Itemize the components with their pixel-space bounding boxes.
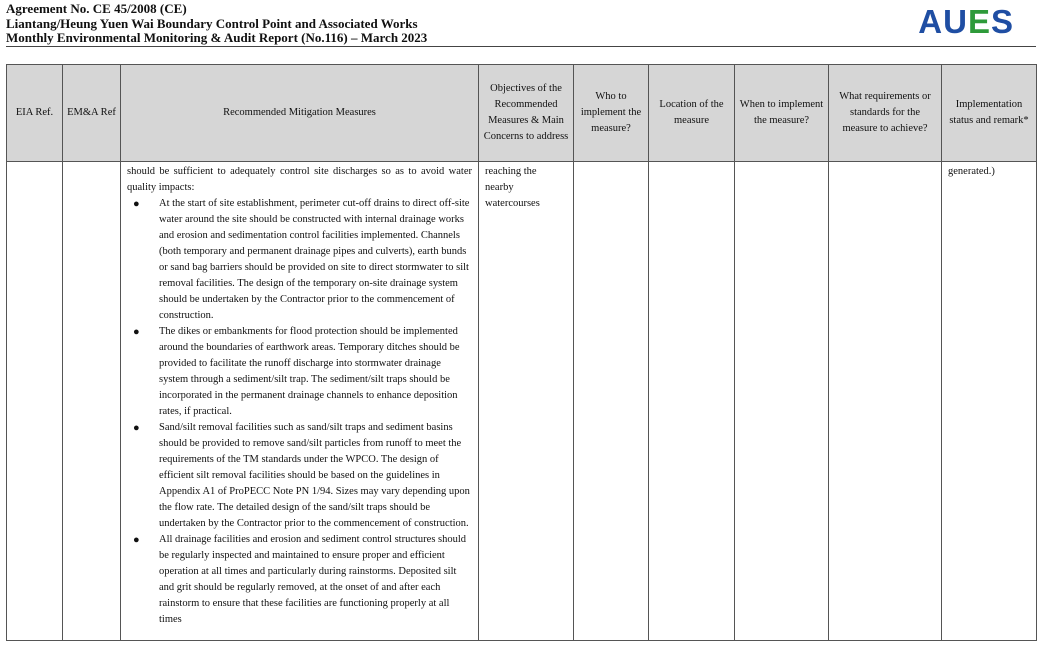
measure-text: All drainage facilities and erosion and sediment control structures should be regularly inspected and maintained to ensure proper and efficient operation at all times and particularly during rainstorms. Deposited silt and grit should be regularly removed, at the onset of and after each rainstorm to ensure that these facilities are functioning properly at all times [159, 534, 467, 625]
table-header-row [7, 65, 1037, 162]
list-item [127, 196, 472, 324]
measure-text: The dikes or embankments for flood protection should be implemented around the boundaries of earthwork areas. Temporary ditches should be provided to facilitate the runoff discharge into stormwater drainage system through a sediment/silt trap. The sediment/silt traps should be incorporated in the permanent drainage channels to enhance deposition rates, if practical. [159, 326, 460, 417]
cell-implementation-status [942, 162, 1037, 641]
col-header-ema-ref: EM&A Ref [63, 65, 121, 162]
cell-objectives [479, 162, 574, 641]
col-header-requirements: What requirements or standards for the measure to achieve? [829, 65, 942, 162]
col-header-objectives: Objectives of the Recommended Measures & Main Concerns to address [479, 65, 574, 162]
table-row [7, 162, 1037, 641]
col-header-eia-ref: EIA Ref. [7, 65, 63, 162]
cell-who [574, 162, 649, 641]
mitigation-measures-table [6, 64, 1037, 641]
cell-eia-ref [7, 162, 63, 641]
measure-text: At the start of site establishment, perimeter cut-off drains to direct off-site water around the site should be constructed with internal drainage works and erosion and sedimentation control facilities implemented. Channels (both temporary and permanent drainage pipes and culverts), earth bunds or sand bag barriers should be provided on site to direct stormwater to silt removal facilities. The design of the temporary on-site drainage system should be undertaken by the Contractor prior to the commencement of construction. [159, 198, 470, 321]
report-title: Monthly Environmental Monitoring & Audit Report (No.116) – March 2023 [6, 30, 428, 45]
header-text-block [6, 2, 427, 46]
col-header-mitigation-measures: Recommended Mitigation Measures [121, 65, 479, 162]
list-item [127, 420, 472, 532]
header-divider [6, 46, 1036, 47]
bullet-icon: ● [133, 422, 140, 434]
logo-letter: A [918, 3, 944, 40]
cell-requirements [829, 162, 942, 641]
logo-letter: U [943, 3, 968, 40]
col-header-location: Location of the measure [649, 65, 735, 162]
bullet-icon: ● [133, 198, 140, 210]
col-header-who: Who to implement the measure? [574, 65, 649, 162]
col-header-implementation-status: Implementation status and remark* [942, 65, 1037, 162]
logo-letter: S [990, 3, 1014, 40]
project-title: Liantang/Heung Yuen Wai Boundary Control Point and Associated Works [6, 15, 418, 31]
report-header [6, 2, 1036, 46]
status-text: generated.) [948, 166, 995, 177]
col-header-when: When to implement the measure? [735, 65, 829, 162]
bullet-icon: ● [133, 326, 140, 338]
bullet-icon: ● [133, 534, 140, 546]
measures-intro-text: should be sufficient to adequately control site discharges so as to avoid water quality impacts: [127, 166, 472, 193]
measure-text: Sand/silt removal facilities such as sand/silt traps and sediment basins should be provided to remove sand/silt particles from runoff to meet the requirements of the TM standards under the WPCO. The design of efficient silt removal facilities should be based on the guidelines in Appendix A1 of ProPECC Note PN 1/94. Sizes may vary depending upon the flow rate. The detailed design of the sand/silt traps should be undertaken by the Contractor prior to the commencement of construction. [159, 422, 470, 529]
list-item [127, 324, 472, 420]
agreement-number: Agreement No. CE 45/2008 (CE) [6, 1, 187, 16]
logo-letter: E [967, 3, 991, 40]
measures-list [127, 196, 472, 628]
list-item [127, 532, 472, 628]
cell-when [735, 162, 829, 641]
cell-location [649, 162, 735, 641]
objectives-text: reaching the nearby watercourses [485, 166, 540, 209]
aues-logo [918, 5, 1014, 39]
cell-mitigation-measures [121, 162, 479, 641]
cell-ema-ref [63, 162, 121, 641]
